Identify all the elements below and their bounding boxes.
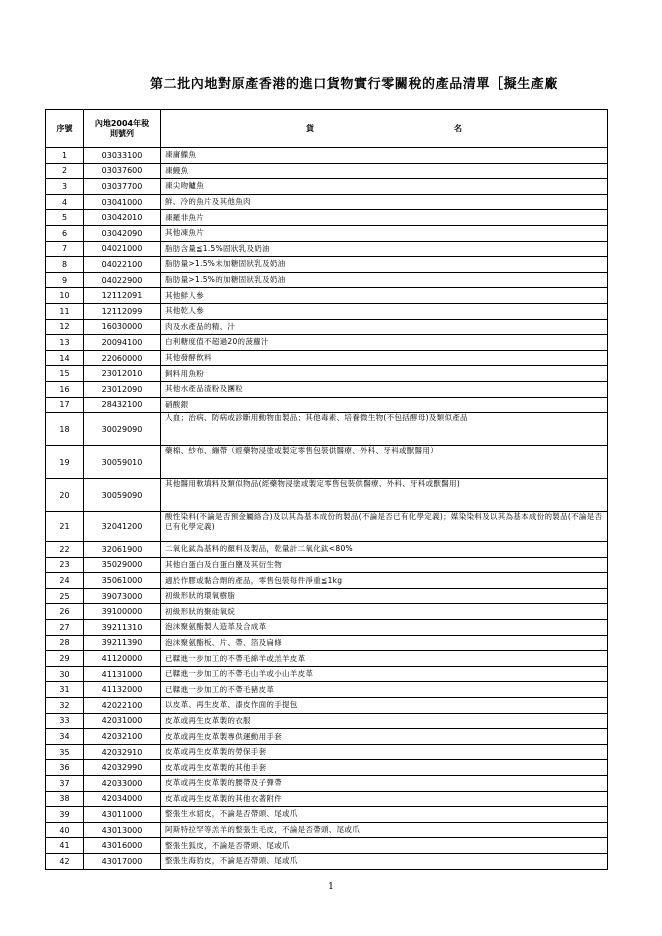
- goods-name: 二氧化鈦為基料的顏料及製品，乾量計二氧化鈦<80%: [161, 542, 608, 558]
- table-row: [46, 446, 608, 479]
- goods-name: 酸性染料(不論是否預金屬絡合)及以其為基本成份的製品(不論是否已有化學定義)；媒染染料及以其為基本成份的製品(不論是否已有化學定義): [161, 512, 608, 542]
- table-row: [46, 225, 608, 241]
- table-row: [46, 194, 608, 210]
- table-row: [46, 397, 608, 413]
- goods-name: 凍尖吻鱸魚: [161, 179, 608, 195]
- table-row: [46, 557, 608, 573]
- table-row: [46, 350, 608, 366]
- row-number: 19: [46, 446, 84, 479]
- tariff-code: 42033000: [84, 776, 161, 792]
- goods-name: 脂肪量>1.5%的加糖固狀乳及奶油: [161, 272, 608, 288]
- goods-name: 皮革或再生皮革製的衣服: [161, 713, 608, 729]
- header-goods-part1: 貨: [306, 123, 314, 133]
- goods-name: 整張生海豹皮，不論是否帶頭、尾或爪: [161, 853, 608, 869]
- row-number: 31: [46, 682, 84, 698]
- goods-name: 其他乾人參: [161, 303, 608, 319]
- tariff-code: 03041000: [84, 194, 161, 210]
- table-body: [46, 148, 608, 870]
- tariff-code: 32061900: [84, 542, 161, 558]
- goods-name: 其他白蛋白及白蛋白鹽及其衍生物: [161, 557, 608, 573]
- row-number: 39: [46, 807, 84, 823]
- tariff-code: 42032910: [84, 744, 161, 760]
- goods-name: 皮革或再生皮革製的其他手套: [161, 760, 608, 776]
- goods-name: 脂肪量>1.5%未加糖固狀乳及奶油: [161, 257, 608, 273]
- row-number: 17: [46, 397, 84, 413]
- tariff-code: 42031000: [84, 713, 161, 729]
- row-number: 32: [46, 698, 84, 714]
- table-row: [46, 682, 608, 698]
- tariff-code: 16030000: [84, 319, 161, 335]
- tariff-code: 42032990: [84, 760, 161, 776]
- goods-name: 初級形狀的聚硅氧烷: [161, 604, 608, 620]
- goods-name: 白利糖度值不超過20的菠蘿汁: [161, 335, 608, 351]
- row-number: 14: [46, 350, 84, 366]
- table-row: [46, 838, 608, 854]
- goods-name: 已鞣進一步加工的不帶毛綿羊或羔羊皮革: [161, 651, 608, 667]
- goods-name: 其他發酵飲料: [161, 350, 608, 366]
- goods-name: 凍庸鰈魚: [161, 148, 608, 164]
- table-row: [46, 604, 608, 620]
- goods-name: 皮革或再生皮革製的腰帶及子彈帶: [161, 776, 608, 792]
- table-row: [46, 666, 608, 682]
- tariff-code: 03042090: [84, 225, 161, 241]
- goods-name: 皮革或再生皮革製專供運動用手套: [161, 729, 608, 745]
- page-number: 1: [328, 882, 334, 892]
- goods-name: 人血；治病、防病或診斷用動物血製品；其他毒素、培養微生物(不包括酵母)及類似產品: [161, 413, 608, 446]
- row-number: 35: [46, 744, 84, 760]
- table-row: [46, 853, 608, 869]
- tariff-code: 20094100: [84, 335, 161, 351]
- table-row: [46, 588, 608, 604]
- tariff-code: 39211390: [84, 635, 161, 651]
- row-number: 42: [46, 853, 84, 869]
- row-number: 11: [46, 303, 84, 319]
- header-code-label: 內地2004年稅則號列: [94, 118, 150, 138]
- row-number: 33: [46, 713, 84, 729]
- table-row: [46, 210, 608, 226]
- tariff-code: 32041200: [84, 512, 161, 542]
- row-number: 15: [46, 366, 84, 382]
- goods-name: 整張生水貂皮，不論是否帶頭、尾或爪: [161, 807, 608, 823]
- goods-name: 硝酸銀: [161, 397, 608, 413]
- row-number: 40: [46, 822, 84, 838]
- tariff-code: 30029090: [84, 413, 161, 446]
- row-number: 38: [46, 791, 84, 807]
- table-row: [46, 241, 608, 257]
- tariff-code: 23012090: [84, 381, 161, 397]
- row-number: 8: [46, 257, 84, 273]
- goods-name: 皮革或再生皮革製的其他衣著附件: [161, 791, 608, 807]
- tariff-code: 42034000: [84, 791, 161, 807]
- row-number: 9: [46, 272, 84, 288]
- goods-name: 其他醫用軟填料及類似物品(經藥物浸塗或製定零售包裝供醫療、外科、牙科或獸醫用): [161, 479, 608, 512]
- row-number: 25: [46, 588, 84, 604]
- goods-name: 以皮革、再生皮革、漆皮作面的手提包: [161, 698, 608, 714]
- goods-name: 凍羅非魚片: [161, 210, 608, 226]
- row-number: 4: [46, 194, 84, 210]
- tariff-code: 04021000: [84, 241, 161, 257]
- table-row: [46, 319, 608, 335]
- table-row: [46, 163, 608, 179]
- goods-name: 泡沫聚氨酯製人造革及合成革: [161, 620, 608, 636]
- row-number: 16: [46, 381, 84, 397]
- table-row: [46, 635, 608, 651]
- table-row: [46, 303, 608, 319]
- row-number: 37: [46, 776, 84, 792]
- table-row: [46, 620, 608, 636]
- row-number: 1: [46, 148, 84, 164]
- tariff-code: 41120000: [84, 651, 161, 667]
- table-row: [46, 698, 608, 714]
- tariff-code: 42022100: [84, 698, 161, 714]
- tariff-code: 12112091: [84, 288, 161, 304]
- row-number: 10: [46, 288, 84, 304]
- tariff-code: 43013000: [84, 822, 161, 838]
- row-number: 26: [46, 604, 84, 620]
- tariff-code: 43011000: [84, 807, 161, 823]
- tariff-code: 03037600: [84, 163, 161, 179]
- table-row: [46, 381, 608, 397]
- table-row: [46, 760, 608, 776]
- goods-name: 已鞣進一步加工的不帶毛豬皮革: [161, 682, 608, 698]
- goods-name: 泡沫聚氨酯板、片、帶、箔及扁條: [161, 635, 608, 651]
- row-number: 22: [46, 542, 84, 558]
- tariff-code: 35061000: [84, 573, 161, 589]
- goods-name: 藥棉、紗布、繃帶（經藥物浸塗或製定零售包裝供醫療、外科、牙科或獸醫用）: [161, 446, 608, 479]
- tariff-code: 30059090: [84, 479, 161, 512]
- tariff-code: 12112099: [84, 303, 161, 319]
- tariff-code: 22060000: [84, 350, 161, 366]
- row-number: 36: [46, 760, 84, 776]
- goods-name: 其他水產品渣粉及團粒: [161, 381, 608, 397]
- goods-name: 飼料用魚粉: [161, 366, 608, 382]
- row-number: 7: [46, 241, 84, 257]
- row-number: 30: [46, 666, 84, 682]
- document-title: 第二批內地對原產香港的進口貨物實行零關稅的產品清單［擬生產廠: [150, 77, 559, 92]
- table-row: [46, 272, 608, 288]
- row-number: 21: [46, 512, 84, 542]
- tariff-code: 04022100: [84, 257, 161, 273]
- table-row: [46, 713, 608, 729]
- row-number: 5: [46, 210, 84, 226]
- table-row: [46, 807, 608, 823]
- table-row: [46, 822, 608, 838]
- tariff-code: 28432100: [84, 397, 161, 413]
- goods-name: 適於作膠或黏合劑的產品，零售包裝每件淨重≦1kg: [161, 573, 608, 589]
- table-header-row: [46, 110, 608, 148]
- tariff-code: 39073000: [84, 588, 161, 604]
- table-row: [46, 366, 608, 382]
- row-number: 20: [46, 479, 84, 512]
- goods-name: 已鞣進一步加工的不帶毛山羊或小山羊皮革: [161, 666, 608, 682]
- tariff-code: 42032100: [84, 729, 161, 745]
- table-row: [46, 791, 608, 807]
- row-number: 23: [46, 557, 84, 573]
- header-no: 序號: [46, 110, 84, 148]
- table-row: [46, 542, 608, 558]
- tariff-code: 35029000: [84, 557, 161, 573]
- goods-name: 其他凍魚片: [161, 225, 608, 241]
- header-goods-part2: 名: [454, 123, 462, 133]
- row-number: 29: [46, 651, 84, 667]
- row-number: 12: [46, 319, 84, 335]
- tariff-code: 23012010: [84, 366, 161, 382]
- header-goods: [161, 110, 608, 148]
- tariff-code: 30059010: [84, 446, 161, 479]
- table-row: [46, 335, 608, 351]
- row-number: 28: [46, 635, 84, 651]
- product-table: [45, 109, 608, 870]
- row-number: 6: [46, 225, 84, 241]
- tariff-code: 04022900: [84, 272, 161, 288]
- goods-name: 肉及水產品的精、汁: [161, 319, 608, 335]
- tariff-code: 03033100: [84, 148, 161, 164]
- table-row: [46, 651, 608, 667]
- row-number: 13: [46, 335, 84, 351]
- table-row: [46, 776, 608, 792]
- table-row: [46, 729, 608, 745]
- goods-name: 脂肪含量≦1.5%固狀乳及奶油: [161, 241, 608, 257]
- goods-name: 其他鮮人參: [161, 288, 608, 304]
- tariff-code: 43016000: [84, 838, 161, 854]
- row-number: 24: [46, 573, 84, 589]
- table-row: [46, 479, 608, 512]
- row-number: 41: [46, 838, 84, 854]
- goods-name: 皮革或再生皮革製的勞保手套: [161, 744, 608, 760]
- table-row: [46, 179, 608, 195]
- tariff-code: 03042010: [84, 210, 161, 226]
- header-code: [84, 110, 161, 148]
- row-number: 3: [46, 179, 84, 195]
- row-number: 2: [46, 163, 84, 179]
- table-row: [46, 512, 608, 542]
- table-row: [46, 148, 608, 164]
- tariff-code: 41131000: [84, 666, 161, 682]
- goods-name: 初級形狀的環氧樹脂: [161, 588, 608, 604]
- row-number: 27: [46, 620, 84, 636]
- tariff-code: 39211310: [84, 620, 161, 636]
- table-row: [46, 257, 608, 273]
- goods-name: 鮮、冷的魚片及其他魚肉: [161, 194, 608, 210]
- goods-name: 阿斯特拉罕等羔羊的整張生毛皮，不論是否帶頭、尾或爪: [161, 822, 608, 838]
- row-number: 34: [46, 729, 84, 745]
- tariff-code: 41132000: [84, 682, 161, 698]
- row-number: 18: [46, 413, 84, 446]
- tariff-code: 39100000: [84, 604, 161, 620]
- tariff-code: 43017000: [84, 853, 161, 869]
- table-row: [46, 288, 608, 304]
- table-row: [46, 744, 608, 760]
- goods-name: 整張生狐皮，不論是否帶頭、尾或爪: [161, 838, 608, 854]
- table-row: [46, 413, 608, 446]
- tariff-code: 03037700: [84, 179, 161, 195]
- table-row: [46, 573, 608, 589]
- goods-name: 凍鰻魚: [161, 163, 608, 179]
